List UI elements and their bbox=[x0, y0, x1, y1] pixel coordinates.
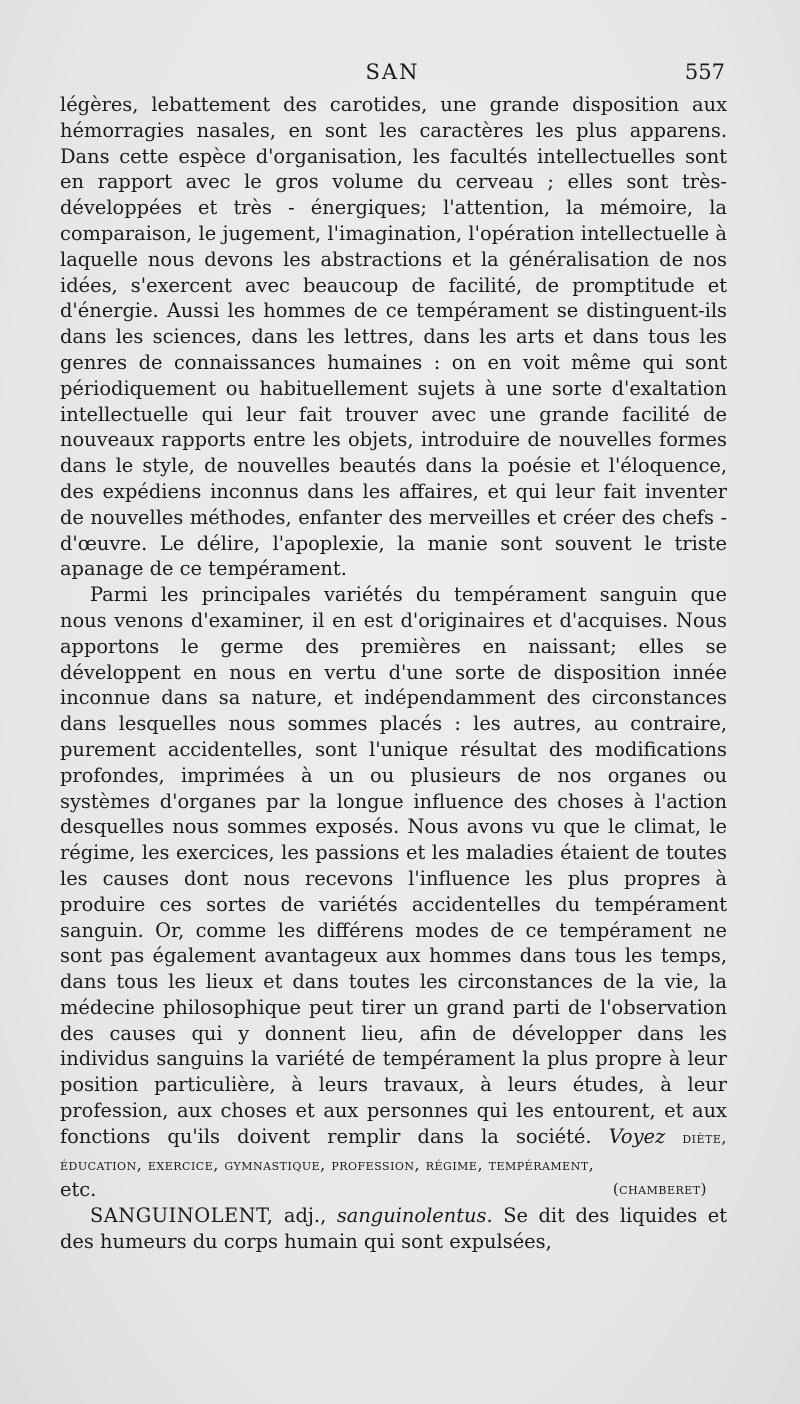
running-header bbox=[60, 60, 725, 90]
paragraph-2-text: Parmi les principales variétés du tempérament sanguin que nous venons d'examiner, il en est d'originaires et d'acquises. Nous apportons le germe des premières en naissant; elles se développent en nous en vertu d'une sorte de disposition innée inconnue dans sa nature, et indépendamment des circonstances dans lesquelles nous sommes placés : les autres, au contraire, purement accidentelles, sont l'unique résultat des modifications profondes, imprimées à un ou plusieurs de nos organes ou systèmes d'organes par la longue influence des choses à l'action desquelles nous sommes exposés. Nous avons vu que le climat, le régime, les exercices, les passions et les maladies étaient de toutes les causes dont nous recevons l'influence les plus propres à produire ces sortes de variétés accidentelles du tempérament sanguin. Or, comme les différens modes de ce tempérament ne sont pas également avantageux aux hommes dans tous les temps, dans tous les lieux et dans toutes les circonstances de la vie, la médecine philosophique peut tirer un grand parti de l'observation des causes qui y donnent lieu, afin de développer dans les individus sanguins la variété de tempérament la plus propre à leur position particulière, à leurs travaux, à leurs études, à leur profession, aux choses et aux personnes qui les entourent, et aux fonctions qu'ils doivent remplir dans la société. bbox=[60, 583, 727, 1148]
running-title: SAN bbox=[365, 60, 420, 84]
entry-pos: adj., bbox=[283, 1204, 327, 1228]
page-number: 557 bbox=[684, 60, 725, 84]
paragraph-2 bbox=[60, 582, 727, 1177]
text-body bbox=[60, 92, 727, 1255]
author-signature: (chamberet) bbox=[612, 1180, 707, 1199]
signature-line bbox=[60, 1177, 727, 1203]
voyez-word: Voyez bbox=[608, 1124, 666, 1148]
entry-definition: Se dit des liquides et des humeurs du corps humain qui sont expulsées, bbox=[60, 1204, 728, 1254]
dictionary-entry bbox=[60, 1203, 727, 1255]
cross-references: diète, éducation, exercice, gymnastique, profession, régime, tempérament, bbox=[60, 1127, 728, 1174]
entry-latin: sanguinolentus. bbox=[336, 1204, 493, 1228]
etc-word: etc. bbox=[60, 1178, 97, 1202]
entry-headword: SANGUINOLENT, bbox=[90, 1204, 274, 1228]
paragraph-1: légères, lebattement des carotides, une grande disposition aux hémorragies nasales, en sont les caractères les plus apparens. Dans cette espèce d'organisation, les facultés intellectuelles sont en rapport avec le gros volume du cerveau ; elles sont très-développées et très - énergiques; l'attention, la mémoire, la comparaison, le jugement, l'imagination, l'opération intellectuelle à laquelle nous devons les abstractions et la généralisation de nos idées, s'exercent avec beaucoup de facilité, de promptitude et d'énergie. Aussi les hommes de ce tempérament se distinguent-ils dans les sciences, dans les lettres, dans les arts et dans tous les genres de connaissances humaines : on en voit même qui sont périodiquement ou habituellement sujets à une sorte d'exaltation intellectuelle qui leur fait trouver avec une grande facilité de nouveaux rapports entre les objets, introduire de nouvelles formes dans le style, de nouvelles beautés dans la poésie et l'éloquence, des expédiens inconnus dans les affaires, et qui leur fait inventer de nouvelles méthodes, enfanter des merveilles et créer des chefs - d'œuvre. Le délire, l'apoplexie, la manie sont souvent le triste apanage de ce tempérament. bbox=[60, 93, 727, 581]
